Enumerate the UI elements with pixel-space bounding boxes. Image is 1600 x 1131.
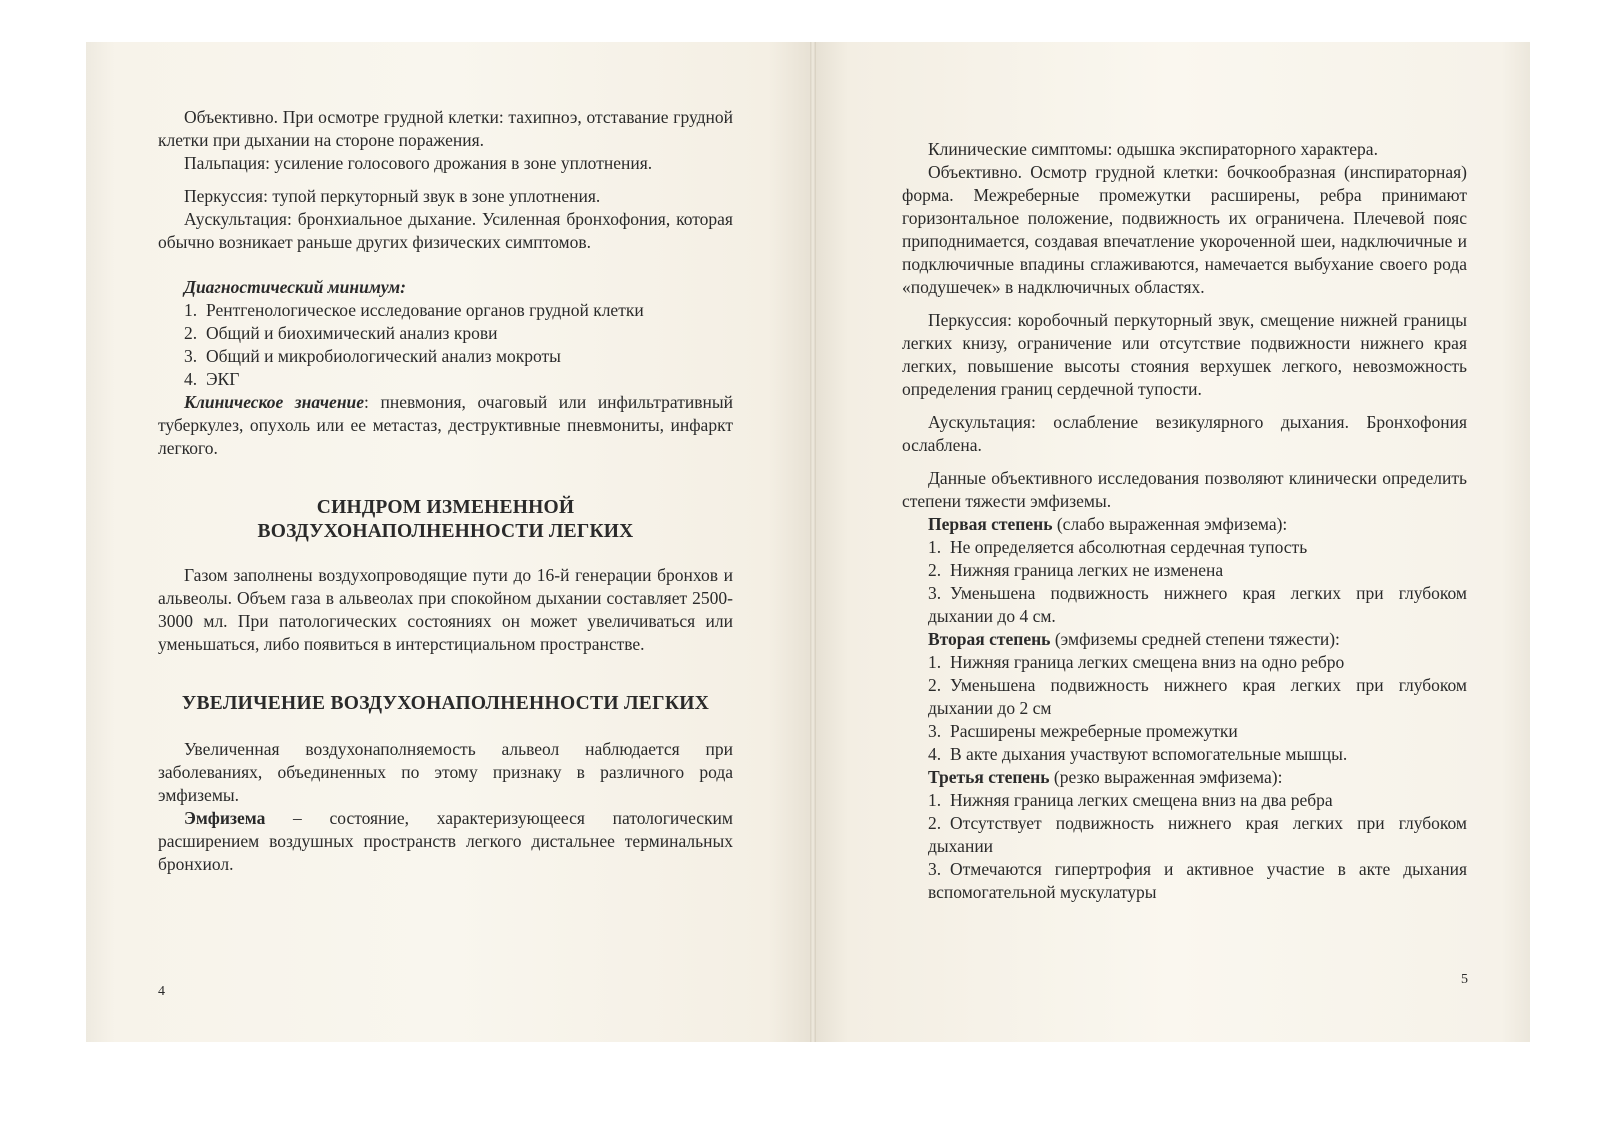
section-heading-increased-airiness: УВЕЛИЧЕНИЕ ВОЗДУХОНАПОЛНЕННОСТИ ЛЕГКИХ [181, 693, 710, 714]
paragraph-objective: Объективно. При осмотре грудной клетки: тахипноэ, отставание грудной клетки при дыхании на стороне поражения. [158, 107, 733, 150]
list-item: 2. Общий и биохимический анализ крови [184, 323, 498, 343]
list-item: 4. В акте дыхания участвуют вспомогательные мышцы. [928, 744, 1348, 764]
paragraph-auscultation: Аускультация: бронхиальное дыхание. Усиленная бронхофония, которая обычно возникает раньше других физических симптомов. [158, 209, 733, 252]
degree-three-heading: Третья степень (резко выраженная эмфизема): [928, 767, 1283, 787]
list-item: 1. Не определяется абсолютная сердечная тупость [928, 537, 1308, 557]
list-item: 1. Рентгенологическое исследование органов грудной клетки [184, 300, 644, 320]
paragraph-clinical-symptoms: Клинические симптомы: одышка экспираторного характера. [928, 139, 1378, 159]
list-item: 2. Отсутствует подвижность нижнего края легких при глубоком дыхании [928, 813, 1467, 856]
list-item: 2. Нижняя граница легких не изменена [928, 560, 1224, 580]
degree-two-heading: Вторая степень (эмфиземы средней степени тяжести): [928, 629, 1340, 649]
list-item: 1. Нижняя граница легких смещена вниз на два ребра [928, 790, 1333, 810]
left-page-column [158, 106, 733, 876]
paragraph-percussion: Перкуссия: тупой перкуторный звук в зоне уплотнения. [184, 186, 601, 206]
clinical-significance: Клиническое значение: пневмония, очаговый или инфильтративный туберкулез, опухоль или ее метастаз, деструктивные пневмониты, инфаркт легкого. [158, 392, 733, 458]
paragraph-objective-chest: Объективно. Осмотр грудной клетки: бочкообразная (инспираторная) форма. Межреберные промежутки расширены, ребра принимают горизонтальное положение, подвижность их ограничена. Плечевой пояс приподнимается, создавая впечатление укороченной шеи, надключичные и подключичные впадины сглаживаются, намечается выбухание своего рода «подушечек» в надключичных областях. [902, 162, 1467, 297]
list-item: 1. Нижняя граница легких смещена вниз на одно ребро [928, 652, 1345, 672]
list-item: 3. Уменьшена подвижность нижнего края легких при глубоком дыхании до 4 см. [928, 583, 1467, 626]
section-heading-altered-airiness: СИНДРОМ ИЗМЕНЕННОЙ ВОЗДУХОНАПОЛНЕННОСТИ ЛЕГКИХ [257, 497, 634, 542]
right-page [812, 42, 1530, 1042]
list-item: 3. Общий и микробиологический анализ мокроты [184, 346, 561, 366]
diagnostic-minimum-heading: Диагностический минимум: [184, 277, 406, 297]
paragraph-gas-volume: Газом заполнены воздухопроводящие пути до 16-й генерации бронхов и альвеолы. Объем газа в альвеолах при спокойном дыхании составляет 2500-3000 мл. При патологических состояниях он может увеличиваться или уменьшаться, либо появиться в интерстициальном пространстве. [158, 565, 733, 654]
left-page [86, 42, 812, 1042]
paragraph-palpation: Пальпация: усиление голосового дрожания в зоне уплотнения. [184, 153, 653, 173]
paragraph-severity-intro: Данные объективного исследования позволяют клинически определить степени тяжести эмфиземы. [902, 468, 1467, 511]
page-number-left: 4 [158, 984, 165, 999]
diagnostic-minimum-list [158, 299, 733, 391]
paragraph-auscultation: Аускультация: ослабление везикулярного дыхания. Бронхофония ослаблена. [902, 412, 1467, 455]
degree-one-heading: Первая степень (слабо выраженная эмфизема): [928, 514, 1288, 534]
page-number-right: 5 [1461, 972, 1468, 987]
list-item: 3. Расширены межреберные промежутки [928, 721, 1238, 741]
list-item: 4. ЭКГ [184, 369, 240, 389]
paragraph-percussion: Перкуссия: коробочный перкуторный звук, смещение нижней границы легких книзу, ограничение или отсутствие подвижности нижнего края легких, повышение высоты стояния верхушек легкого, невозможность определения границ сердечной тупости. [902, 310, 1467, 399]
paragraph-emphysema-definition: Эмфизема – состояние, характеризующееся патологическим расширением воздушных пространств легкого дистальнее терминальных бронхиол. [158, 808, 733, 874]
degree-three-list [902, 789, 1467, 904]
book-spine [810, 42, 816, 1042]
degree-one-list [902, 536, 1467, 628]
list-item: 3. Отмечаются гипертрофия и активное участие в акте дыхания вспомогательной мускулатуры [928, 859, 1467, 902]
booklet-spread [86, 42, 1530, 1042]
list-item: 2. Уменьшена подвижность нижнего края легких при глубоком дыхании до 2 см [928, 675, 1467, 718]
degree-two-list [902, 651, 1467, 766]
paragraph-increased-airiness: Увеличенная воздухонаполняемость альвеол наблюдается при заболеваниях, объединенных по этому признаку в различного рода эмфиземы. [158, 739, 733, 805]
right-page-column [902, 138, 1467, 904]
